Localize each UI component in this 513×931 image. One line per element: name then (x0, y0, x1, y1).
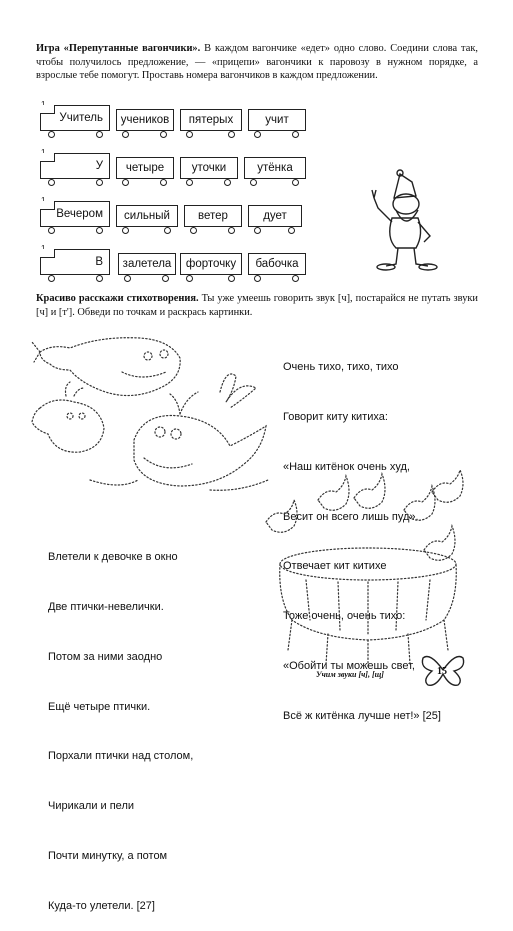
wagon-word: У (95, 160, 103, 172)
wheel (96, 131, 103, 138)
wagon-word: залетела (122, 258, 172, 270)
wagon-word: уточки (191, 162, 227, 174)
wheel (186, 275, 193, 282)
wagon (248, 205, 302, 227)
wheel (186, 179, 193, 186)
train-1 (36, 100, 336, 144)
wagon-word: В (95, 256, 103, 268)
wheel (160, 131, 167, 138)
wheel (48, 275, 55, 282)
wheel (96, 275, 103, 282)
wheel (190, 227, 197, 234)
wagon (180, 109, 242, 131)
train-4 (36, 244, 336, 288)
task1-text: В каждом вагончике «едет» одно слово. Соедини слова так, чтобы получилось предложение, — «прицепи» вагончики к паровозу в нужном порядке, а взрослые тебе помогут. Проставь номера вагончиков в каждом предложении. (36, 43, 478, 81)
wagon (248, 253, 306, 275)
wheel (292, 179, 299, 186)
poem-line: Порхали птички над столом, (48, 750, 194, 763)
wheel (96, 179, 103, 186)
footer-section-title: Учим звуки [ч], [щ] (316, 670, 384, 679)
poem-line: Почти минутку, а потом (48, 849, 168, 862)
wagon (180, 253, 242, 275)
wheel (48, 227, 55, 234)
poem-line: Всё ж китёнка лучше нет!» [25] (283, 709, 441, 722)
wheel (224, 179, 231, 186)
wheel (96, 227, 103, 234)
task2-paragraph (36, 292, 478, 319)
wheel (162, 275, 169, 282)
locomotive-wagon (40, 153, 110, 179)
poem-line: «Наш китёнок очень худ, (283, 460, 410, 473)
wagon-word: учит (265, 114, 289, 126)
train-2 (36, 148, 336, 192)
wheel (164, 227, 171, 234)
task2-title: Красиво расскажи стихотворения. (36, 293, 199, 304)
birds-table-dotted-illustration (258, 470, 480, 670)
locomotive-wagon (40, 201, 110, 227)
whales-dotted-illustration (30, 330, 280, 500)
wagon-word: Вечером (56, 208, 103, 220)
wheel (48, 179, 55, 186)
wheel (288, 227, 295, 234)
wagon-word: пятерых (188, 114, 234, 126)
wagon-word: учеников (120, 114, 170, 126)
task1-title: Игра «Перепутанные вагончики». (36, 43, 201, 54)
wheel (250, 179, 257, 186)
train-3 (36, 196, 336, 240)
wagon-word: Учитель (59, 112, 103, 124)
wagon-word: четыре (125, 162, 165, 174)
wagon-word: бабочка (255, 258, 299, 270)
poem-line: Отвечает кит китихе (283, 560, 387, 573)
wheel (228, 131, 235, 138)
poem-line: Весит он всего лишь пуд». (283, 510, 419, 523)
wheel (122, 227, 129, 234)
locomotive-wagon (40, 249, 110, 275)
task1-paragraph (36, 42, 478, 83)
wagon-word: дует (263, 210, 287, 222)
wagon-word: ветер (198, 210, 228, 222)
wheel (228, 227, 235, 234)
locomotive-wagon (40, 105, 110, 131)
bird-drawings (266, 470, 463, 560)
wheel (228, 275, 235, 282)
wheel (292, 131, 299, 138)
poem-line: Чирикали и пели (48, 800, 135, 813)
wagon (116, 157, 174, 179)
wheel (186, 131, 193, 138)
poem-line: Влетели к девочке в окно (48, 551, 178, 564)
wagon-word: форточку (185, 258, 237, 270)
page-number: 15 (437, 666, 447, 677)
wagon (118, 253, 176, 275)
poem-line: Очень тихо, тихо, тихо (283, 361, 399, 374)
poem-line: Потом за ними заодно (48, 650, 163, 663)
wagon-word: сильный (124, 210, 170, 222)
wagon-word: утёнка (257, 162, 293, 174)
wheel (160, 179, 167, 186)
poem-line: Ещё четыре птички. (48, 700, 151, 713)
wheel (254, 275, 261, 282)
poem-line: «Обойти ты можешь свет, (283, 659, 415, 672)
wagon (248, 109, 306, 131)
poem-line: Говорит киту китиха: (283, 410, 388, 423)
wagon (180, 157, 238, 179)
wheel (48, 131, 55, 138)
wagon (244, 157, 306, 179)
wagon (116, 205, 178, 227)
wagon (184, 205, 242, 227)
poem-line: Куда-то улетели. [27] (48, 899, 155, 912)
wheel (292, 275, 299, 282)
poem-line: Две птички-невелички. (48, 600, 164, 613)
gnome-illustration (366, 168, 446, 272)
wheel (254, 131, 261, 138)
wagon (116, 109, 174, 131)
task2-text: Ты уже умеешь говорить звук [ч], постарайся не путать звуки [ч] и [т']. Обведи по точкам и раскрась картинки. (36, 293, 478, 318)
wheel (122, 131, 129, 138)
poem-birds (48, 516, 193, 931)
poem-line: Тоже очень, очень тихо: (283, 610, 406, 623)
wheel (122, 179, 129, 186)
wheel (254, 227, 261, 234)
wheel (124, 275, 131, 282)
